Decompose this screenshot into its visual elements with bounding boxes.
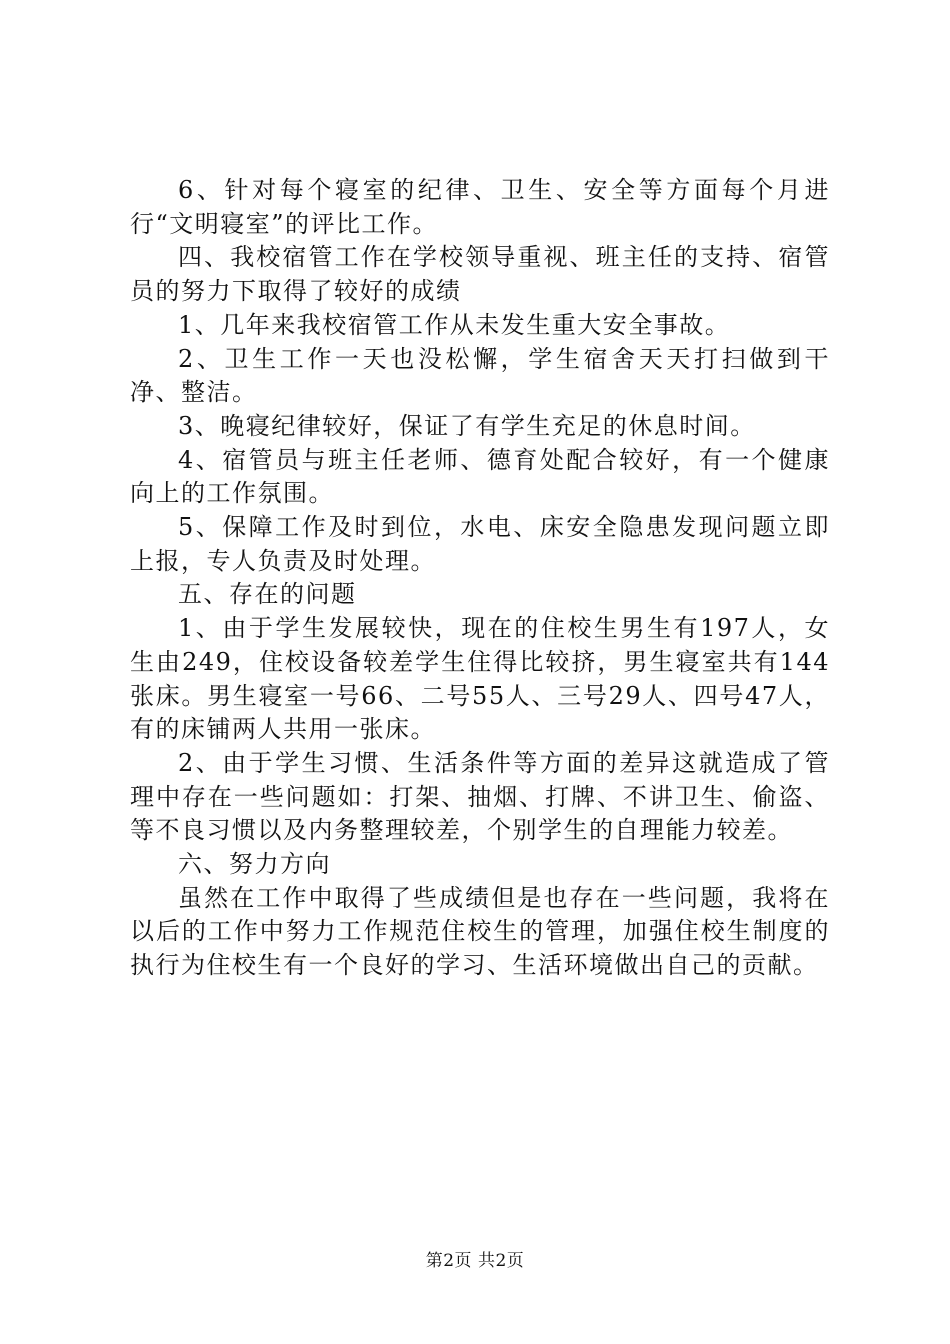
paragraph-achievement-4: 4、宿管员与班主任老师、德育处配合较好，有一个健康向上的工作氛围。 <box>130 445 830 508</box>
paragraph-achievement-1: 1、几年来我校宿管工作从未发生重大安全事故。 <box>178 310 731 339</box>
document-body <box>130 174 830 983</box>
paragraph-direction: 虽然在工作中取得了些成绩但是也存在一些问题，我将在以后的工作中努力工作规范住校生的管理，加强住校生制度的执行为住校生有一个良好的学习、生活环境做出自己的贡献。 <box>130 883 830 980</box>
paragraph-achievement-2: 2、卫生工作一天也没松懈，学生宿舍天天打扫做到干净、整洁。 <box>130 344 830 407</box>
paragraph-problem-2: 2、由于学生习惯、生活条件等方面的差异这就造成了管理中存在一些问题如：打架、抽烟、打牌、不讲卫生、偷盗、等不良习惯以及内务整理较差，个别学生的自理能力较差。 <box>130 748 830 845</box>
paragraph-achievement-5: 5、保障工作及时到位，水电、床安全隐患发现问题立即上报，专人负责及时处理。 <box>130 513 830 575</box>
paragraph-problem-1: 1、由于学生发展较快，现在的住校生男生有197人，女生由249，住校设备较差学生住得比较挤，男生寝室共有144张床。男生寝室一号66、二号55人、三号29人、四号47人，有的床铺两人共用一张床。 <box>130 614 830 744</box>
paragraph-item-6-dorm-evaluation: 6、针对每个寝室的纪律、卫生、安全等方面每个月进行“文明寝室”的评比工作。 <box>130 176 830 238</box>
section-heading-problems: 五、存在的问题 <box>178 580 357 609</box>
page-number-footer: 第2页 共2页 <box>425 1251 525 1271</box>
section-heading-achievements: 四、我校宿管工作在学校领导重视、班主任的支持、宿管员的努力下取得了较好的成绩 <box>130 243 830 306</box>
section-heading-direction: 六、努力方向 <box>178 850 331 879</box>
paragraph-achievement-3: 3、晚寝纪律较好，保证了有学生充足的休息时间。 <box>178 411 756 440</box>
